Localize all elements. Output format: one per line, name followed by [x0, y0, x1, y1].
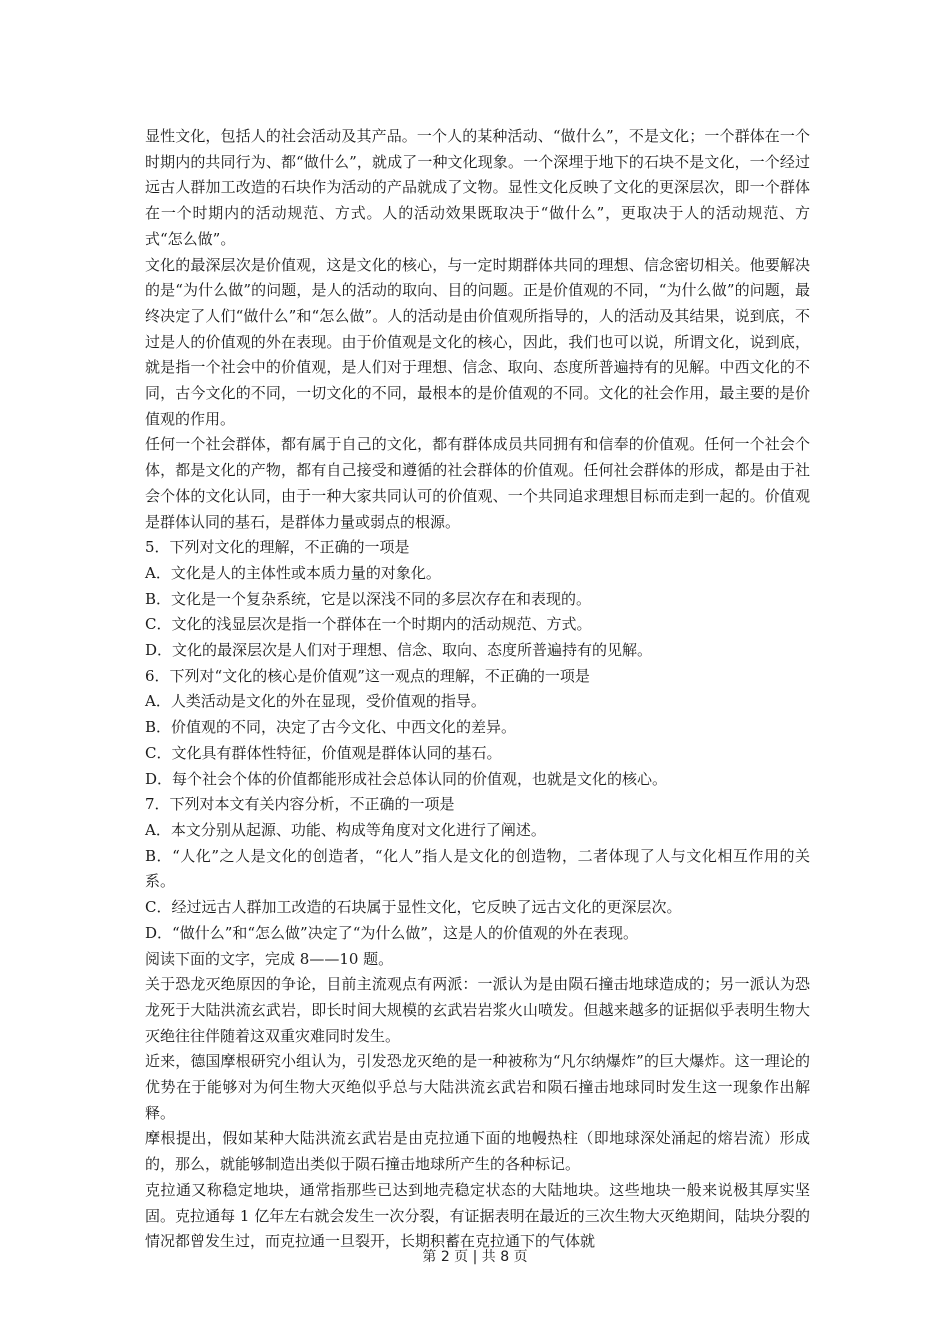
paragraph-craton: 克拉通又称稳定地块，通常指那些已达到地壳稳定状态的大陆地块。这些地块一般来说极其厚实坚固。克拉通每 1 亿年左右就会发生一次分裂，有证据表明在最近的三次生物大灭绝期间，陆块分裂的情况都曾发生过，而克拉通一旦裂开，长期积蓄在克拉通下的气体就 [145, 1180, 810, 1251]
paragraph-morgan-hypothesis: 摩根提出，假如某种大陆洪流玄武岩是由克拉通下面的地幔热柱（即地球深处涌起的熔岩流）形成的，那么，就能够制造出类似于陨石撞击地球所产生的各种标记。 [145, 1129, 810, 1174]
question-7-option-b: B．“人化”之人是文化的创造者，“化人”指人是文化的创造物，二者体现了人与文化相互作用的关系。 [145, 846, 810, 891]
page-body [145, 124, 810, 1255]
question-5-option-d: D．文化的最深层次是人们对于理想、信念、取向、态度所普遍持有的见解。 [145, 641, 653, 660]
question-7-option-d: D．“做什么”和“怎么做”决定了“为什么做”，这是人的价值观的外在表现。 [145, 923, 639, 942]
paragraph-culture-explicit: 显性文化，包括人的社会活动及其产品。一个人的某种活动、“做什么”，不是文化；一个群体在一个时期内的共同行为、都“做什么”，就成了一种文化现象。一个深埋于地下的石块不是文化，一个经过远古人群加工改造的石块作为活动的产品就成了文物。显性文化反映了文化的更深层次，即一个群体在一个时期内的活动规范、方式。人的活动效果既取决于“做什么”，更取决于人的活动规范、方式“怎么做”。 [145, 127, 810, 248]
question-6: 6．下列对“文化的核心是价值观”这一观点的理解，不正确的一项是 [145, 666, 590, 685]
paragraph-culture-values: 文化的最深层次是价值观，这是文化的核心，与一定时期群体共同的理想、信念密切相关。他要解决的是“为什么做”的问题，是人的活动的取向、目的问题。正是价值观的不同，“为什么做”的问题，最终决定了人们“做什么”和“怎么做”。人的活动是由价值观所指导的，人的活动及其结果，说到底，不过是人的价值观的外在表现。由于价值观是文化的核心，因此，我们也可以说，所谓文化，说到底，就是指一个社会中的价值观，是人们对于理想、信念、取向、态度所普遍持有的见解。中西文化的不同，古今文化的不同，一切文化的不同，最根本的是价值观的不同。文化的社会作用，最主要的是价值观的作用。 [145, 255, 810, 428]
question-5-option-c: C．文化的浅显层次是指一个群体在一个时期内的活动规范、方式。 [145, 615, 592, 634]
paragraph-dinosaur-debate: 关于恐龙灭绝原因的争论，目前主流观点有两派：一派认为是由陨石撞击地球造成的；另一派认为恐龙死于大陆洪流玄武岩，即长时间大规模的玄武岩岩浆火山喷发。但越来越多的证据似乎表明生物大灭绝往往伴随着这双重灾难同时发生。 [145, 975, 810, 1045]
question-5-option-b: B．文化是一个复杂系统，它是以深浅不同的多层次存在和表现的。 [145, 589, 592, 608]
question-5-option-a: A．文化是人的主体性或本质力量的对象化。 [145, 563, 441, 582]
page-footer: 第 2 页 | 共 8 页 [422, 1249, 528, 1265]
question-7-option-a: A．本文分别从起源、功能、构成等角度对文化进行了阐述。 [145, 820, 546, 839]
question-7-option-c: C．经过远古人群加工改造的石块属于显性文化，它反映了远古文化的更深层次。 [145, 898, 682, 917]
question-6-option-b: B．价值观的不同，决定了古今文化、中西文化的差异。 [145, 718, 517, 737]
question-6-option-a: A．人类活动是文化的外在显现，受价值观的指导。 [145, 692, 486, 711]
question-6-option-d: D．每个社会个体的价值都能形成社会总体认同的价值观，也就是文化的核心。 [145, 769, 668, 788]
paragraph-culture-group: 任何一个社会群体，都有属于自己的文化，都有群体成员共同拥有和信奉的价值观。任何一个社会个体，都是文化的产物，都有自己接受和遵循的社会群体的价值观。任何社会群体的形成，都是由于社会个体的文化认同，由于一种大家共同认可的价值观、一个共同追求理想目标而走到一起的。价值观是群体认同的基石，是群体力量或弱点的根源。 [145, 435, 810, 531]
question-6-option-c: C．文化具有群体性特征，价值观是群体认同的基石。 [145, 743, 502, 762]
question-5: 5．下列对文化的理解，不正确的一项是 [145, 538, 410, 557]
question-7: 7．下列对本文有关内容分析，不正确的一项是 [145, 795, 455, 814]
paragraph-verne-blast: 近来，德国摩根研究小组认为，引发恐龙灭绝的是一种被称为“凡尔纳爆炸”的巨大爆炸。这一理论的优势在于能够对为何生物大灭绝似乎总与大陆洪流玄武岩和陨石撞击地球同时发生这一现象作出解释。 [145, 1052, 810, 1122]
reading-instruction: 阅读下面的文字，完成 8——10 题。 [145, 949, 394, 968]
